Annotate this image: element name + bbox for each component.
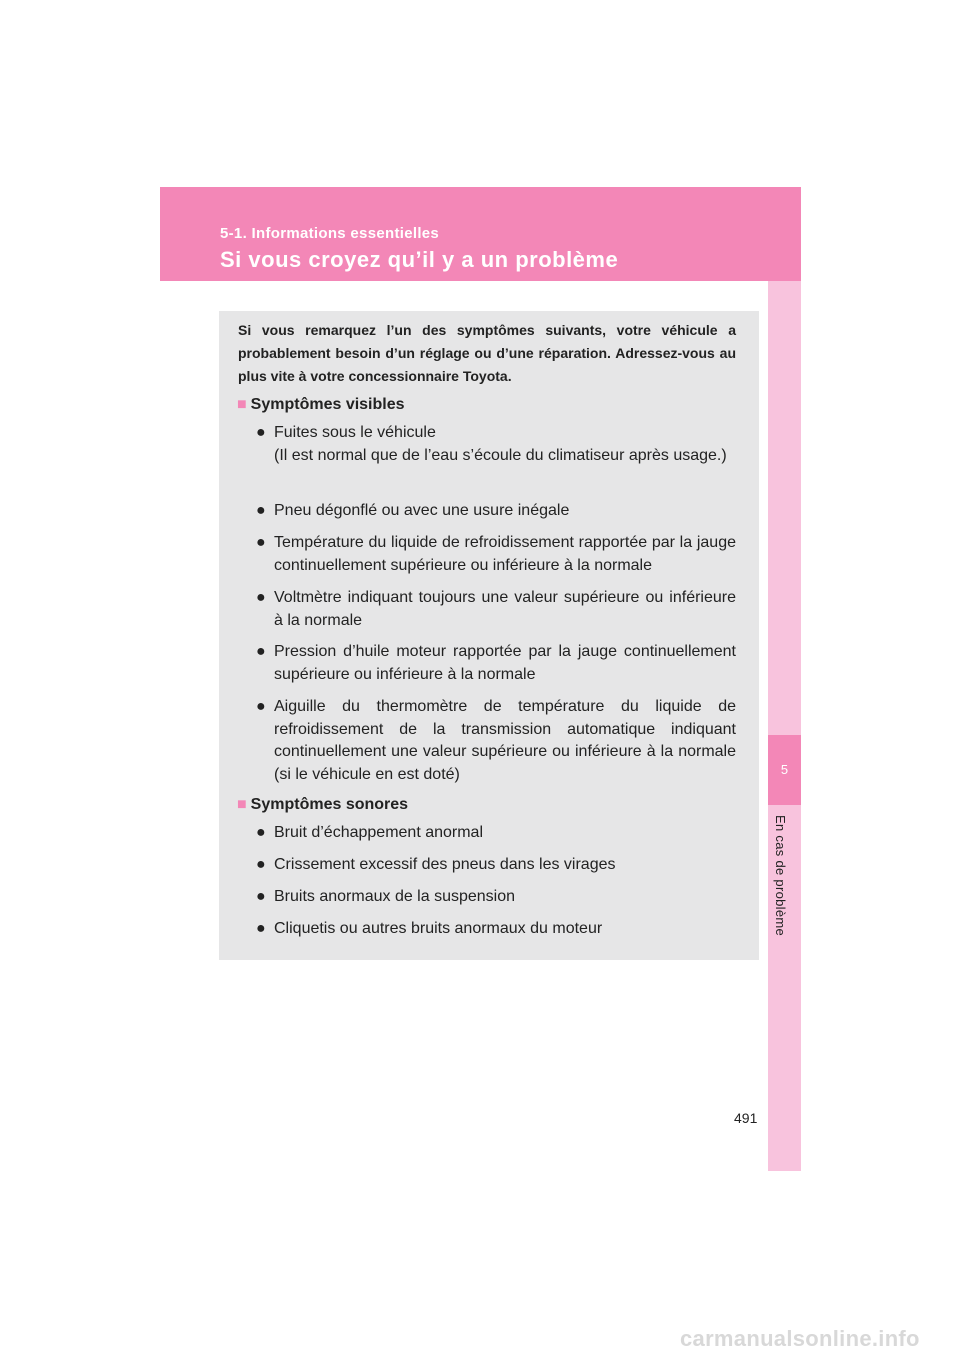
page-title: Si vous croyez qu’il y a un problème	[220, 247, 619, 272]
list-item-text: Aiguille du thermomètre de température du liquide de refroidissement de la transmission automatique indiquant continuellement une valeur supérieure ou inférieure à la normale (si le véhicule en est doté)	[274, 698, 736, 783]
list-item-text: Cliquetis ou autres bruits anormaux du moteur	[274, 920, 603, 937]
section-heading-visible	[237, 396, 405, 414]
list-item-text: Pneu dégonflé ou avec une usure inégale	[274, 502, 570, 519]
list-item-text: Voltmètre indiquant toujours une valeur supérieure ou inférieure à la normale	[274, 589, 736, 629]
page-number: 491	[734, 1110, 758, 1126]
list-item	[256, 422, 736, 467]
list-item-note: (Il est normal que de l’eau s’écoule du climatiseur après usage.)	[274, 446, 727, 464]
bullet-icon: ●	[256, 888, 266, 905]
list-item	[256, 641, 736, 686]
chapter-side-tab	[768, 281, 801, 1171]
bullet-icon: ●	[256, 643, 266, 660]
square-bullet-icon: ■	[237, 796, 247, 813]
list-item-text: Fuites sous le véhicule	[274, 424, 436, 441]
list-item	[256, 854, 736, 877]
list-item	[256, 696, 736, 786]
square-bullet-icon: ■	[237, 396, 247, 413]
section-heading-sound	[237, 796, 408, 814]
bullet-icon: ●	[256, 824, 266, 841]
chapter-number: 5	[768, 735, 801, 805]
info-box	[219, 311, 759, 960]
list-item	[256, 918, 736, 941]
list-item-text: Crissement excessif des pneus dans les virages	[274, 856, 616, 873]
bullet-icon: ●	[256, 424, 266, 441]
list-item-text: Bruit d’échappement anormal	[274, 824, 484, 841]
list-item	[256, 532, 736, 577]
list-item	[256, 886, 736, 909]
list-item	[256, 587, 736, 632]
list-item	[256, 822, 736, 845]
bullet-icon: ●	[256, 698, 266, 715]
bullet-icon: ●	[256, 920, 266, 937]
bullet-icon: ●	[256, 502, 266, 519]
bullet-icon: ●	[256, 589, 266, 606]
chapter-label: En cas de problème	[773, 815, 788, 937]
bullet-icon: ●	[256, 856, 266, 873]
list-item-text: Bruits anormaux de la suspension	[274, 888, 516, 905]
watermark: carmanualsonline.info	[680, 1326, 920, 1351]
list-item	[256, 500, 736, 523]
bullet-icon: ●	[256, 534, 266, 551]
chapter-header	[160, 187, 801, 281]
intro-paragraph: Si vous remarquez l’un des symptômes suivants, votre véhicule a probablement besoin d’un réglage ou d’une réparation. Adressez-vous au plus vite à votre concessionnaire Toyota.	[238, 322, 736, 384]
section-heading-text: Symptômes sonores	[250, 796, 409, 813]
list-item-text: Pression d’huile moteur rapportée par la jauge continuellement supérieure ou inférieure à la normale	[274, 643, 736, 683]
list-item-text: Température du liquide de refroidissement rapportée par la jauge continuellement supérieure ou inférieure à la normale	[274, 534, 736, 574]
section-label: 5-1. Informations essentielles	[220, 225, 440, 242]
section-heading-text: Symptômes visibles	[250, 396, 405, 413]
